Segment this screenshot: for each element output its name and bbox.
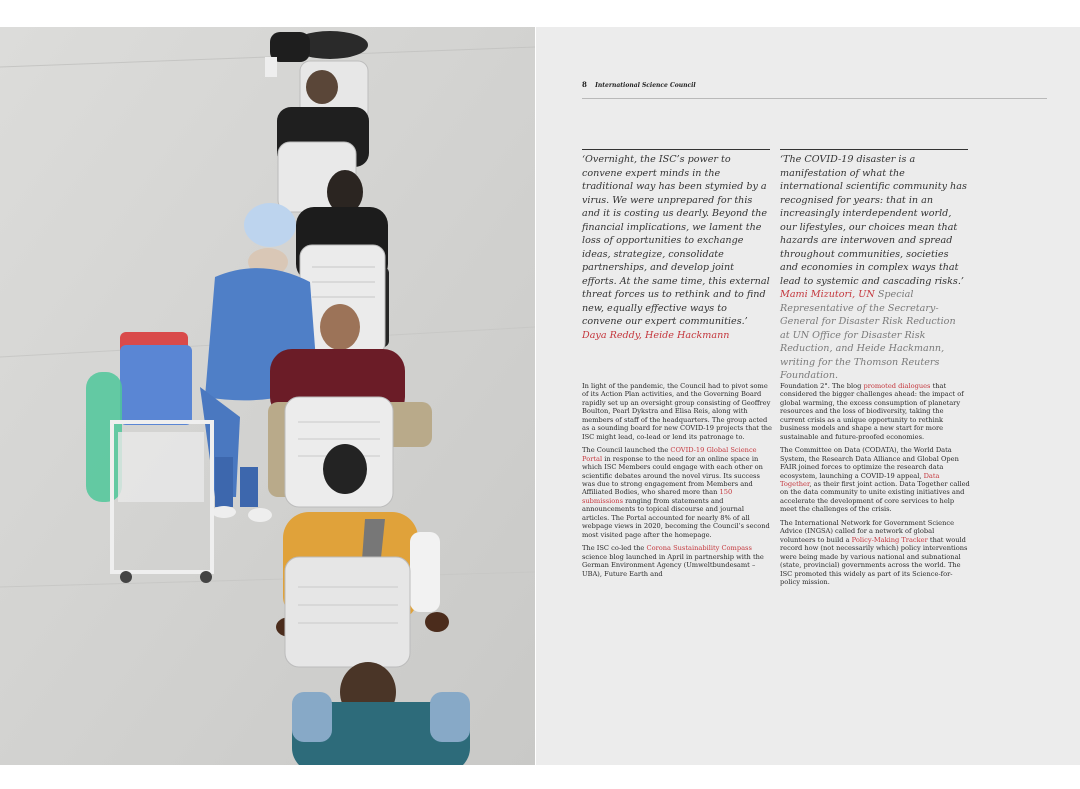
quote-attribution-details: Special Representative of the Secretary-General for Disaster Risk Reduction at UN Office for Disaster Risk Reduction, and Heide Hackmann, writing for the Thomson Reuters Foundation. [780, 289, 956, 381]
quote-text: ‘The COVID-19 disaster is a manifestation of what the international scientific community has recognised for years: that in an increasingly interdependent world, our lifestyles, our choices mean that hazards are interwoven and spread throughout communities, societies and economies in complex ways that lead to systemic and cascading risks.’ [780, 154, 967, 287]
paragraph-text: science blog launched in April in partnership with the German Environment Agency (Umweltbundesamt – UBA), Future Earth and [582, 552, 764, 578]
quote-attribution-name: Mami Mizutori, UN [780, 289, 875, 300]
link-policy-tracker[interactable]: Policy-Making Tracker [851, 535, 928, 544]
paragraph [582, 544, 772, 578]
vaccination-queue-photo [0, 27, 535, 765]
paragraph-text: , as their first joint action. Data Together called on the data community to unite existing initiatives and accelerate the development of core services to help meet the challenges of the crisis. [780, 479, 970, 514]
paragraph-text: The Committee on Data (CODATA), the World Data System, the Research Data Alliance and Global Open FAIR joined forces to optimize the research data ecosystem, launching a COVID-19 appeal, [780, 446, 959, 480]
paragraph-text: in response to the need for an online space in which ISC Members could engage with each other on scientific debates around the novel virus. Its success was due to strong engagement from Members and Affiliated Bodies, who shared more than [582, 454, 763, 497]
paragraph-text: The ISC co-led the [582, 544, 645, 553]
link-submissions[interactable]: 150 submissions [582, 488, 733, 505]
document-spread [0, 27, 1080, 765]
link-covid-portal[interactable]: COVID-19 Global Science Portal [582, 446, 757, 463]
publication-name: International Science Council [595, 82, 696, 89]
paragraph [582, 382, 772, 441]
paragraph [780, 519, 970, 587]
quote-attribution: Daya Reddy, Heide Hackmann [582, 329, 730, 341]
body-column-left [582, 382, 772, 583]
paragraph-text: Foundation 2°. The blog [780, 382, 862, 390]
paragraph [780, 446, 970, 514]
link-data-together[interactable]: Data Together [780, 471, 940, 488]
paragraph-text: The Council launched the [582, 446, 669, 455]
paragraph-text: ranging from statements and announcements to topical discourse and journal articles. The Portal accounted for nearly 8% of all webpage views in 2020, becoming the Council’s second most visited page after the homepage. [582, 496, 770, 539]
quote-text: ‘Overnight, the ISC’s power to convene expert minds in the traditional way has been stymied by a virus. We were unprepared for this and it is costing us dearly. Beyond the financial implications, we lament the loss of opportunities to exchange ideas, strategize, consolidate partnerships, and develop joint efforts. At the same time, this external threat forces us to rethink and to find new, equally effective ways to convene our expert communities.’ [582, 154, 770, 327]
body-column-right [780, 382, 970, 591]
pull-quote-left [582, 149, 770, 342]
link-corona-compass[interactable]: Corona Sustainability Compass [646, 544, 752, 553]
paragraph [582, 446, 772, 539]
pull-quote-right [780, 149, 968, 383]
paragraph-text: that considered the bigger challenges ahead: the impact of global warming, the excess consumption of planetary resources and the loss of biodiversity, taking the current crisis as a unique opportunity to rethink business models and shape a new start for more sustainable and future-proofed economies. [780, 382, 964, 441]
link-promoted-dialogues[interactable]: promoted dialogues [863, 382, 931, 390]
text-page [536, 27, 1080, 765]
paragraph [780, 382, 970, 441]
paragraph-text: that would record how (not necessarily which) policy interventions were being made by various national and subnational (state, provincial) governments across the world. The ISC promoted this widely as part of its Science-for-policy mission. [780, 535, 968, 586]
header-divider [582, 98, 1047, 99]
paragraph-text: In light of the pandemic, the Council had to pivot some of its Action Plan activities, and the Governing Board rapidly set up an oversight group consisting of Geoffrey Boulton, Pearl Dykstra and Elisa Reis, along with members of staff of the headquarters. The group acted as a sounding board for new COVID-19 projects that the ISC might lead, co-lead or lend its patronage to. [582, 382, 772, 441]
page-number: 8 [582, 80, 587, 89]
paragraph-text: The International Network for Government Science Advice (INGSA) called for a network of global volunteers to build a [780, 518, 955, 544]
running-header [582, 80, 696, 89]
